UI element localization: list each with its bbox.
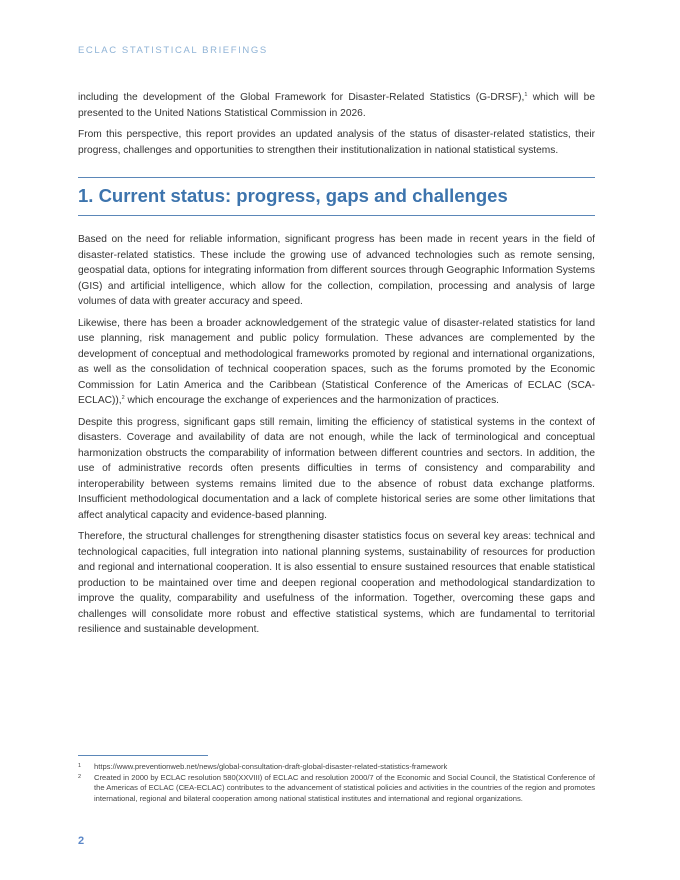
footnote-2 (78, 773, 595, 805)
footnote-divider (78, 755, 208, 756)
page-number: 2 (78, 835, 85, 847)
section-paragraph-2 (78, 316, 595, 409)
footnote-1-link[interactable]: https://www.preventionweb.net/news/global-consultation-draft-global-disaster-related-statistics-framework (94, 762, 448, 771)
section-paragraph-1: Based on the need for reliable information, significant progress has been made in recent years in the field of disaster-related statistics. These include the growing use of advanced technologies such as remote sensing, geospatial data, options for integrating information from different sources through Geographic Information Systems (GIS) and artificial intelligence, which allow for the collection, compilation, processing and analysis of large volumes of data with greater accuracy and speed. (78, 234, 595, 307)
intro-paragraph-1-text: including the development of the Global Framework for Disaster-Related Statistics (G-DRSF), (78, 92, 525, 103)
section-heading-block (78, 177, 595, 216)
intro-paragraph-1 (78, 90, 595, 121)
footnotes (78, 755, 595, 804)
section-paragraph-2-tail: which encourage the exchange of experiences and the harmonization of practices. (124, 395, 499, 406)
running-header: ECLAC STATISTICAL BRIEFINGS (78, 45, 268, 56)
section-heading: 1. Current status: progress, gaps and challenges (78, 185, 508, 206)
footnote-number: 1 (78, 763, 82, 769)
section-paragraph-3: Despite this progress, significant gaps still remain, limiting the efficiency of statistical systems in the context of disasters. Coverage and availability of data are not enough, while the lack of terminological and conceptual harmonization obstructs the comparability of information between different countries and sectors. In addition, the use of administrative records often presents difficulties in terms of consistency and comparability and interoperability between systems remains limited due to the absence of robust data exchange platforms. Insufficient methodological documentation and a lack of complete historical series are some other limitations that affect analytical capacity and evidence-based planning. (78, 416, 595, 521)
footnote-reference-2[interactable]: 2 (121, 395, 125, 401)
footnote-1 (78, 762, 595, 773)
footnote-2-text: Created in 2000 by ECLAC resolution 580(XXVIII) of ECLAC and resolution 2000/7 of the Economic and Social Council, the Statistical Conference of the Americas of ECLAC (CEA-ECLAC) contributes to the advancement of statistical policies and activities in the countries of the region and promotes international, regional and bilateral cooperation among national statistical institutes and international and regional organizations. (94, 772, 595, 803)
intro-paragraph-2: From this perspective, this report provides an updated analysis of the status of disaster-related statistics, their progress, challenges and opportunities to strengthen their institutionalization in national statistical systems. (78, 129, 595, 156)
intro-paragraph-1-tail: which will be presented to the United Nations Statistical Commission in 2026. (78, 92, 595, 119)
footnote-number: 2 (78, 773, 82, 780)
footnote-reference-1[interactable]: 1 (524, 92, 528, 98)
section-paragraph-2-text: Likewise, there has been a broader acknowledgement of the strategic value of disaster-related statistics for land use planning, risk management and public policy formulation. These advances are complemented by the development of conceptual and methodological frameworks promoted by regional and international organizations, as well as the consolidation of technical cooperation spaces, such as the forums promoted by the Economic Commission for Latin America and the Caribbean (Statistical Conference of the Americas of ECLAC (SCA-ECLAC)), (78, 317, 595, 406)
page-content (78, 90, 595, 644)
section-paragraph-4: Therefore, the structural challenges for strengthening disaster statistics focus on several key areas: technical and technological capacities, full integration into national planning systems, sustainability of resources for production and regional and international cooperation. It is also essential to ensure sustained resources that enable statistical production to be maintained over time and deepen regional cooperation and methodological standardization to improve the quality, comparability and usefulness of the information. Together, overcoming these gaps and challenges will consolidate more robust and effective statistical systems, which are fundamental to territorial resilience and sustainable development. (78, 531, 595, 635)
